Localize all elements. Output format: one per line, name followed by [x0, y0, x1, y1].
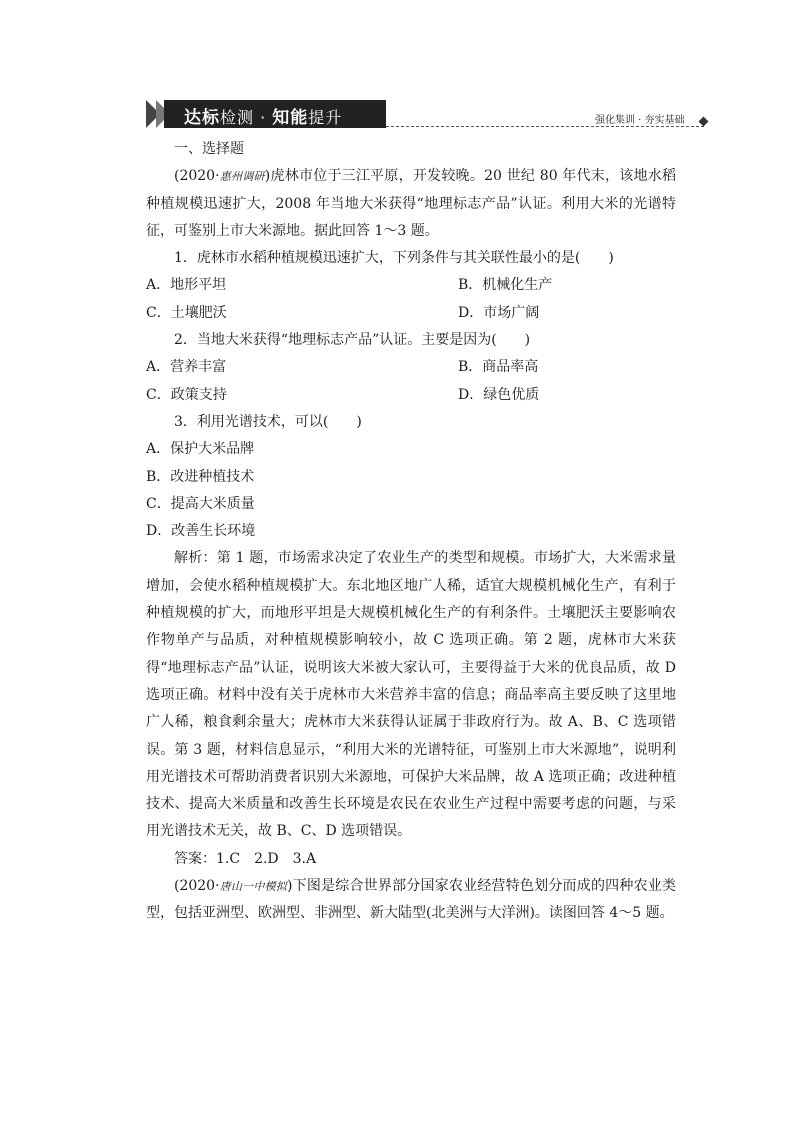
banner-char: 知	[272, 108, 291, 128]
banner-text: 检测 ·	[220, 108, 273, 127]
source-prefix: (2020·	[174, 168, 220, 185]
source-prefix: (2020·	[174, 878, 220, 895]
option-d[interactable]: D．改善生长环境	[146, 523, 256, 540]
option-b[interactable]: B．商品率高	[458, 359, 539, 376]
answer-line: 答案：1.C 2.D 3.A	[174, 850, 317, 867]
banner-title	[184, 103, 342, 128]
banner-char: 标	[202, 108, 220, 128]
option-c[interactable]: C．提高大米质量	[146, 495, 255, 512]
option-a[interactable]: A．营养丰富	[146, 359, 227, 376]
banner-char: 达	[184, 108, 202, 128]
banner-text: 提升	[308, 108, 343, 127]
section-title: 一、选择题	[174, 141, 244, 157]
option-c[interactable]: C．政策支持	[146, 386, 227, 403]
source-label: 惠州调研	[219, 170, 265, 184]
option-b[interactable]: B．机械化生产	[458, 277, 553, 294]
material-intro-1	[146, 163, 676, 245]
option-c[interactable]: C．土壤肥沃	[146, 304, 227, 321]
question-2-options-row-2	[146, 382, 676, 409]
question-2-stem: 2．当地大米获得“地理标志产品”认证。主要是因为( )	[174, 332, 531, 349]
analysis-paragraph: 解析：第 1 题，市场需求决定了农业生产的类型和规模。市场扩大，大米需求量增加，会使水稻种植规模扩大。东北地区地广人稀，适宜大规模机械化生产，有利于种植规模的扩大，而地形平坦是大规模机械化生产的有利条件。土壤肥沃主要影响农作物单产与品质，对种植规模影响较小，故 C 选项正确。第 2 题，虎林市大米获得“地理标志产品”认证，说明该大米被大家认可，主要得益于大米的优良品质，故 D 选项正确。材料中没有关于虎林市大米营养丰富的信息；商品率高主要反映了这里地广人稀，粮食剩余量大；虎林市大米获得认证属于非政府行为。故 A、B、C 选项错误。第 3 题，材料信息显示，“利用大米的光谱特征，可鉴别上市大米源地”，说明利用光谱技术可帮助消费者识别大米源地，可保护大米品牌，故 A 选项正确；改进种植技术、提高大米质量和改善生长环境是农民在农业生产过程中需要考虑的问题，与采用光谱技术无关，故 B、C、D 选项错误。	[146, 550, 676, 840]
material-intro-2	[146, 873, 676, 928]
option-a[interactable]: A．保护大米品牌	[146, 441, 255, 458]
question-3-stem: 3．利用光谱技术，可以( )	[174, 413, 362, 430]
option-d[interactable]: D．绿色优质	[458, 386, 540, 403]
question-1-stem: 1．虎林市水稻种植规模迅速扩大，下列条件与其关联性最小的是( )	[174, 250, 614, 267]
section-banner	[146, 100, 386, 128]
source-label: 唐山一中模拟	[219, 880, 287, 894]
main-content	[146, 136, 676, 928]
option-d[interactable]: D．市场广阔	[458, 304, 540, 321]
header-rule	[386, 126, 704, 127]
question-1-options-row-1	[146, 272, 676, 299]
option-a[interactable]: A．地形平坦	[146, 277, 227, 294]
header-subtitle: 强化集训 · 夯实基础	[595, 115, 685, 126]
banner-char: 能	[290, 108, 309, 128]
option-b[interactable]: B．改进种植技术	[146, 468, 255, 485]
intro-text: )虎林市位于三江平原，开发较晚。20 世纪 80 年代末，该地水稻种植规模迅速扩大，2008 年当地大米获得“地理标志产品”认证。利用大米的光谱特征，可鉴别上市大米源地。据此回答 1～3 题。	[146, 168, 676, 239]
intro-text: )下图是综合世界部分国家农业经营特色划分而成的四种农业类型，包括亚洲型、欧洲型、非洲型、新大陆型(北美洲与大洋洲)。读图回答 4～5 题。	[146, 878, 676, 922]
diamond-icon	[699, 117, 709, 127]
question-2-options-row-1	[146, 354, 676, 381]
question-1-options-row-2	[146, 300, 676, 327]
